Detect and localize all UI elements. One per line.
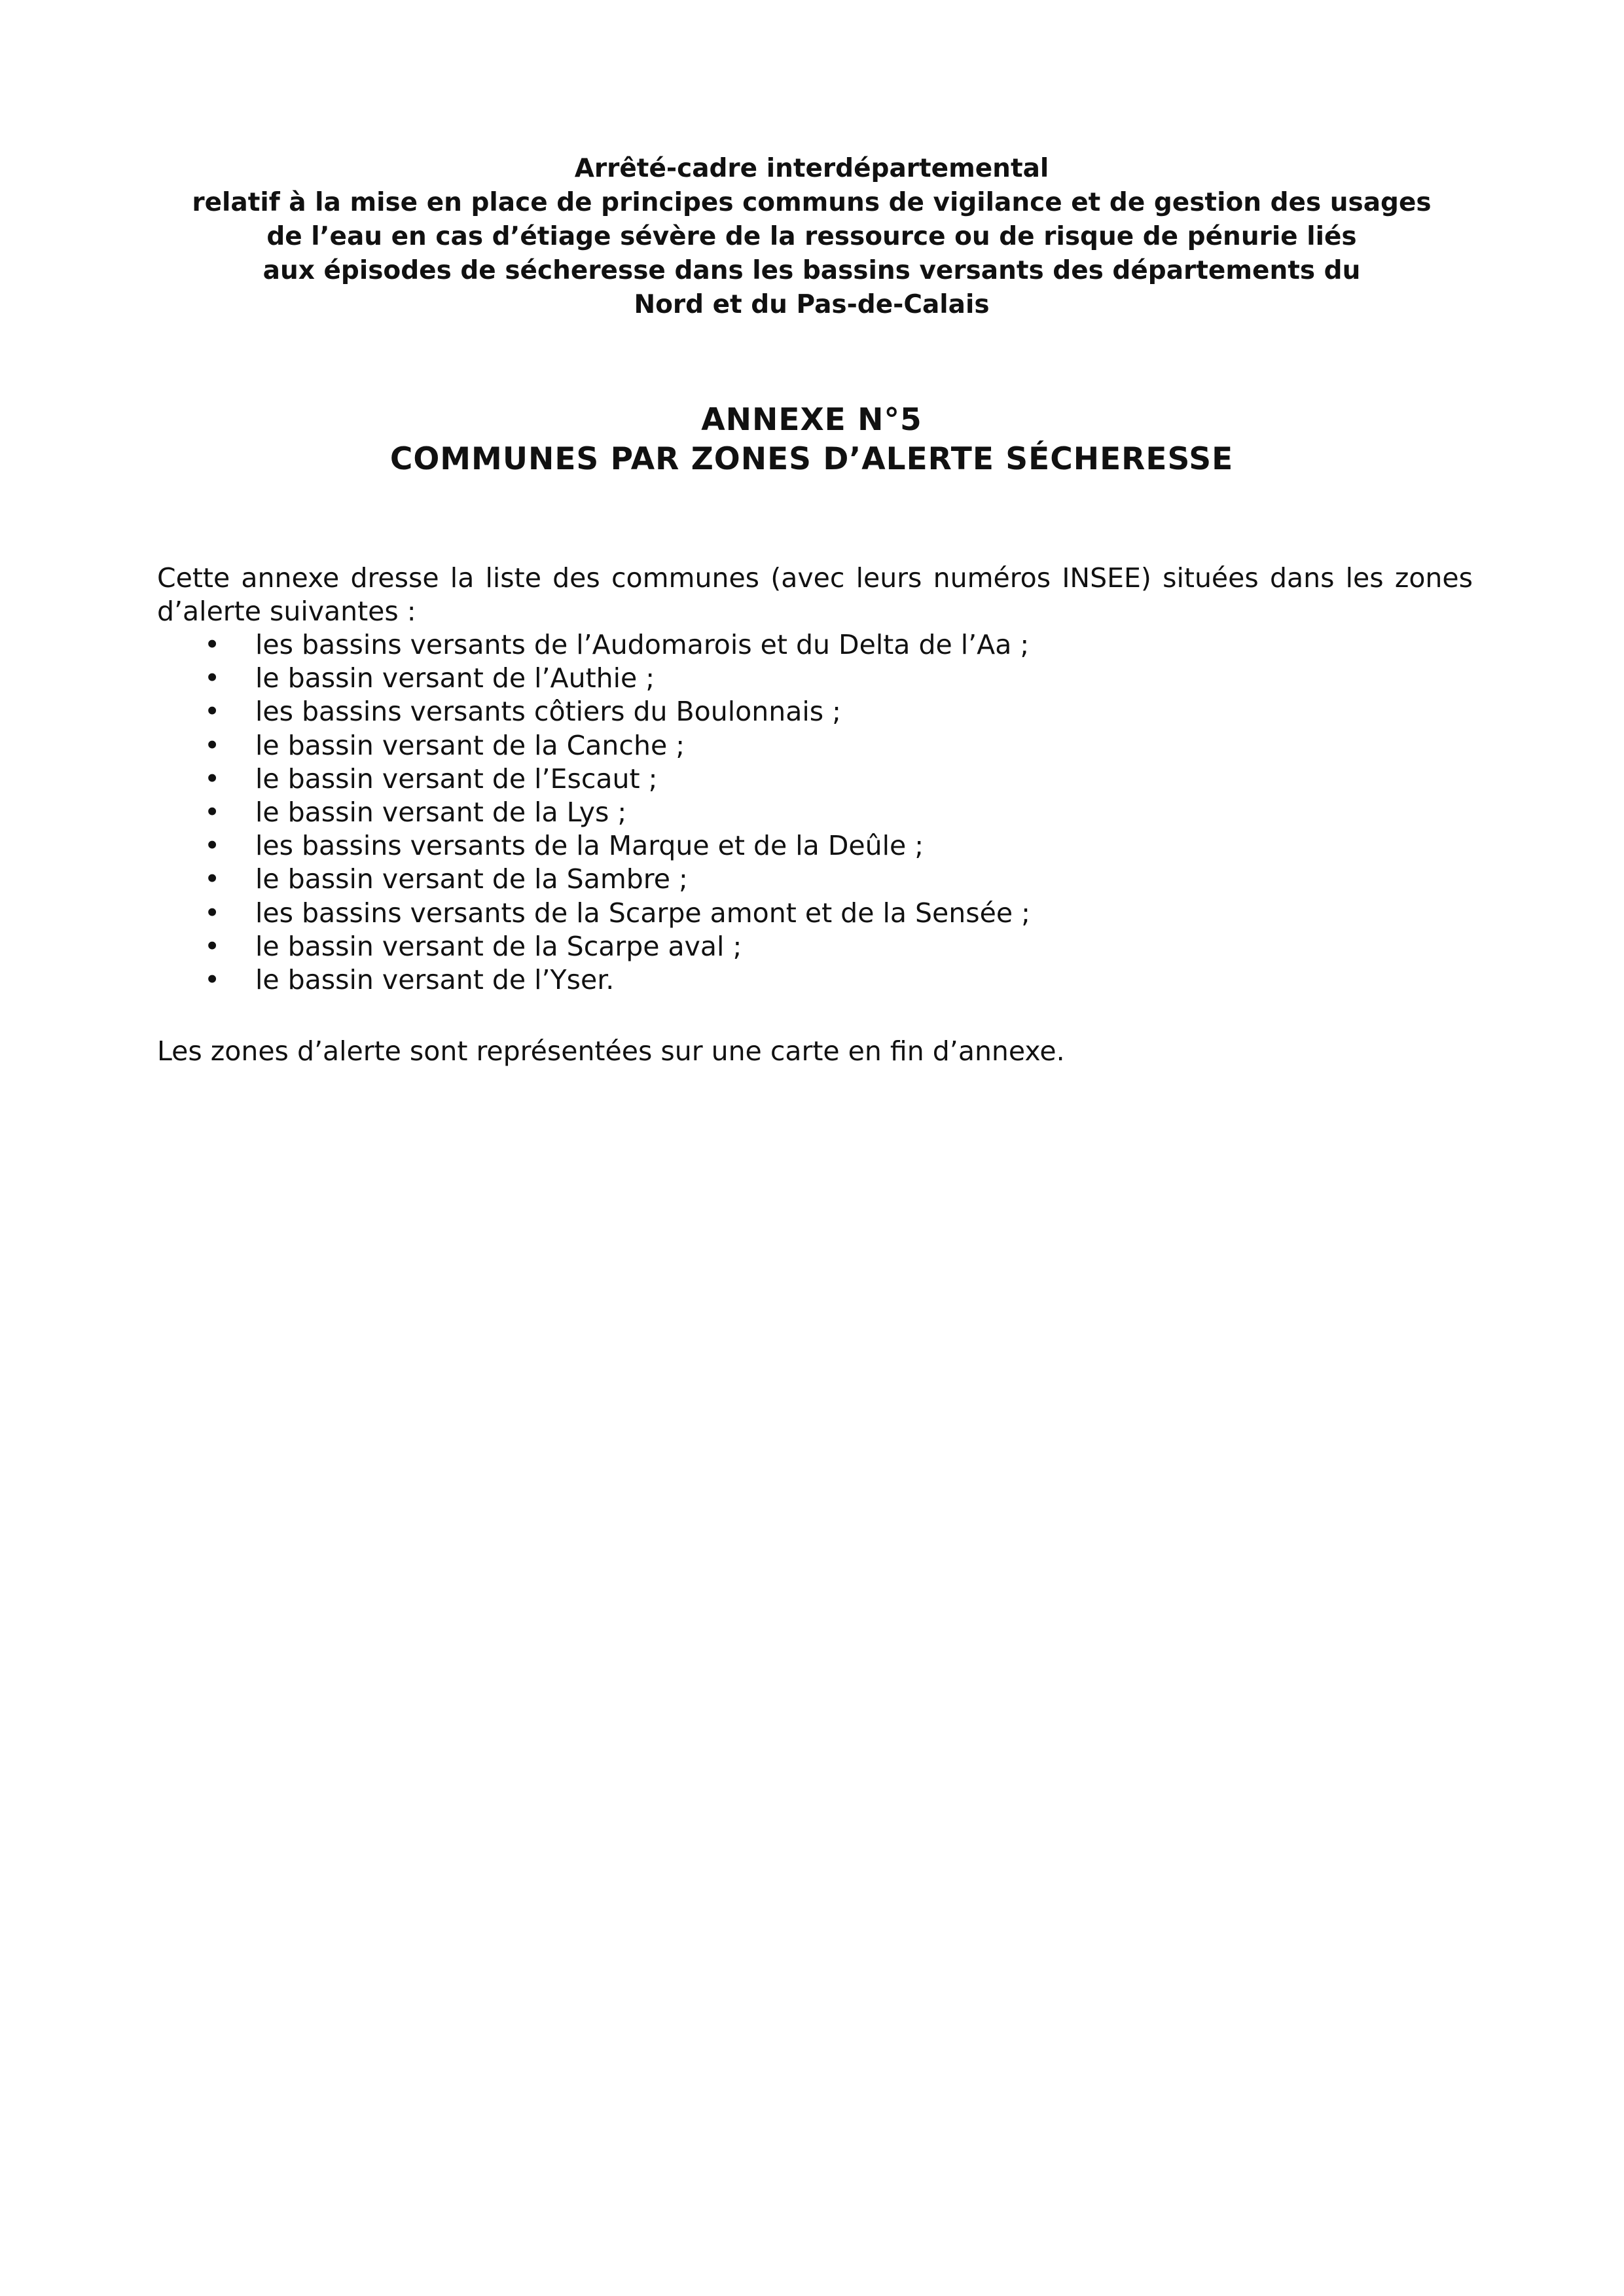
zone-label: le bassin versant de la Sambre ; — [255, 863, 688, 895]
intro-line-2: d’alerte suivantes : — [157, 596, 416, 627]
list-item — [157, 628, 1030, 662]
list-item — [157, 662, 1030, 695]
zone-label: les bassins versants de la Marque et de la Deûle ; — [255, 830, 924, 862]
zone-label: les bassins versants de la Scarpe amont et de la Sensée ; — [255, 897, 1030, 929]
bullet-icon: • — [204, 897, 221, 929]
bullet-icon: • — [204, 930, 221, 962]
list-item — [157, 930, 1030, 963]
alert-zones-list — [157, 628, 1030, 997]
zone-label: le bassin versant de la Lys ; — [255, 797, 627, 829]
list-item — [157, 695, 1030, 728]
header-line-2: relatif à la mise en place de principes communs de vigilance et de gestion des usages — [192, 188, 1432, 217]
bullet-icon: • — [204, 830, 221, 862]
bullet-icon: • — [204, 696, 221, 728]
map-note: Les zones d’alerte sont représentées sur une carte en fin d’annexe. — [157, 1035, 1065, 1067]
bullet-icon: • — [204, 797, 221, 829]
bullet-icon: • — [204, 863, 221, 895]
list-item — [157, 729, 1030, 762]
list-item — [157, 829, 1030, 863]
header-line-1: Arrêté-cadre interdépartemental — [574, 154, 1049, 183]
bullet-icon: • — [204, 729, 221, 761]
intro-line-1: Cette annexe dresse la liste des communes (avec leurs numéros INSEE) situées dans les zones — [157, 562, 1473, 594]
zone-label: le bassin versant de la Scarpe aval ; — [255, 930, 742, 962]
zone-label: le bassin versant de l’Yser. — [255, 964, 615, 996]
list-item — [157, 796, 1030, 829]
zone-label: le bassin versant de la Canche ; — [255, 729, 685, 761]
list-item — [157, 762, 1030, 796]
bullet-icon: • — [204, 762, 221, 795]
header-line-3: de l’eau en cas d’étiage sévère de la ressource ou de risque de pénurie liés — [266, 222, 1357, 251]
zone-label: le bassin versant de l’Escaut ; — [255, 762, 658, 795]
header-line-5: Nord et du Pas-de-Calais — [634, 290, 990, 319]
bullet-icon: • — [204, 964, 221, 996]
annex-number: ANNEXE N°5 — [701, 402, 922, 438]
zone-label: les bassins versants côtiers du Boulonnais ; — [255, 696, 841, 728]
list-item — [157, 963, 1030, 997]
zone-label: le bassin versant de l’Authie ; — [255, 662, 655, 694]
zone-label: les bassins versants de l’Audomarois et du Delta de l’Aa ; — [255, 629, 1030, 660]
bullet-icon: • — [204, 662, 221, 694]
annex-heading — [157, 401, 1466, 479]
list-item — [157, 897, 1030, 930]
list-item — [157, 863, 1030, 896]
header-line-4: aux épisodes de sécheresse dans les bassins versants des départements du — [262, 256, 1361, 285]
intro-paragraph — [157, 562, 1473, 628]
annex-title: COMMUNES PAR ZONES D’ALERTE SÉCHERESSE — [389, 441, 1234, 477]
bullet-icon: • — [204, 629, 221, 660]
decree-header — [157, 152, 1466, 322]
